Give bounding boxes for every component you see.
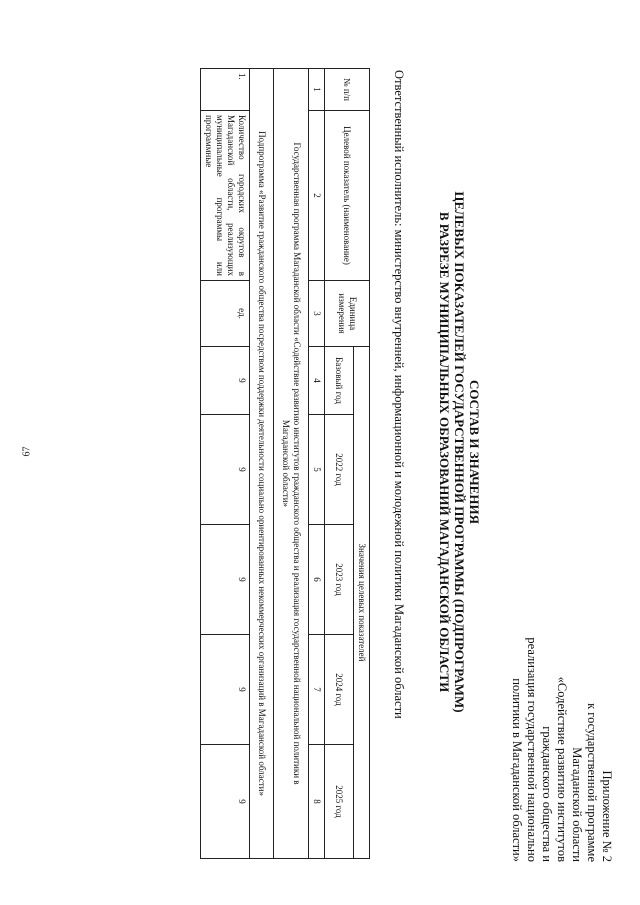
row-value: 9 (201, 525, 250, 635)
appendix-line: «Содействие развитию институтов (555, 676, 569, 862)
column-numbers-row (309, 69, 325, 859)
title-line-1: СОСТАВ И ЗНАЧЕНИЯ (467, 380, 482, 524)
column-number: 4 (309, 347, 325, 415)
table-row (201, 69, 250, 859)
program-row (274, 69, 309, 859)
row-value: 9 (201, 745, 250, 859)
header-year: 2022 год (325, 415, 354, 525)
header-values-group: Значения целевых показателей (354, 347, 370, 859)
appendix-line: реализация государственной национально (525, 637, 539, 862)
row-value: 9 (201, 415, 250, 525)
title-line-2: ЦЕЛЕВЫХ ПОКАЗАТЕЛЕЙ ГОСУДАРСТВЕННОЙ ПРОГРАММЫ (ПОДПРОГРАММ) (452, 191, 467, 713)
document-title (437, 52, 482, 852)
subprogram-title: Подпрограмма «Развитие гражданского общества посредством поддержки деятельности социально ориентированных некоммерческих организаций в Магаданской области» (250, 69, 274, 859)
responsible-executor: Ответственный исполнитель: министерство внутренней, информационной и молодежной политики Магаданской области (392, 70, 406, 719)
header-indicator: Целевой показатель (наименование) (325, 111, 370, 281)
table-header-row (354, 69, 370, 859)
header-year: 2023 год (325, 525, 354, 635)
appendix-block (509, 562, 614, 862)
row-unit: ед. (201, 281, 250, 347)
header-year: 2025 год (325, 745, 354, 859)
title-line-3: В РАЗРЕЗЕ МУНИЦИПАЛЬНЫХ ОБРАЗОВАНИЙ МАГАДАНСКОЙ ОБЛАСТИ (437, 211, 452, 693)
row-value: 9 (201, 347, 250, 415)
row-indicator: Количество городских округов в Магаданской области, реализующих муниципальные программы или программные (201, 111, 250, 281)
column-number: 3 (309, 281, 325, 347)
appendix-line: Магаданской области (570, 747, 584, 862)
page-number: 67 (21, 446, 33, 457)
column-number: 5 (309, 415, 325, 525)
indicators-table (200, 68, 370, 859)
row-value: 9 (201, 635, 250, 745)
column-number: 1 (309, 69, 325, 111)
subprogram-row (250, 69, 274, 859)
row-num: 1. (201, 69, 250, 111)
header-year: 2024 год (325, 635, 354, 745)
column-number: 6 (309, 525, 325, 635)
appendix-line: политики в Магаданской области» (510, 678, 524, 862)
header-num: № п/п (325, 69, 370, 111)
column-number: 2 (309, 111, 325, 281)
appendix-line: к государственной программе (585, 703, 599, 862)
program-title: Государственная программа Магаданской области «Содействие развитию институтов гражданского общества и реализация государственной национальной политики в Магаданской области» (274, 69, 309, 859)
column-number: 7 (309, 635, 325, 745)
rotated-document-page (20, 22, 620, 882)
column-number: 8 (309, 745, 325, 859)
header-unit: Единица измерения (325, 281, 370, 347)
appendix-line: гражданского общества и (540, 726, 554, 862)
header-year: Базовый год (325, 347, 354, 415)
appendix-line: Приложение № 2 (600, 770, 614, 862)
